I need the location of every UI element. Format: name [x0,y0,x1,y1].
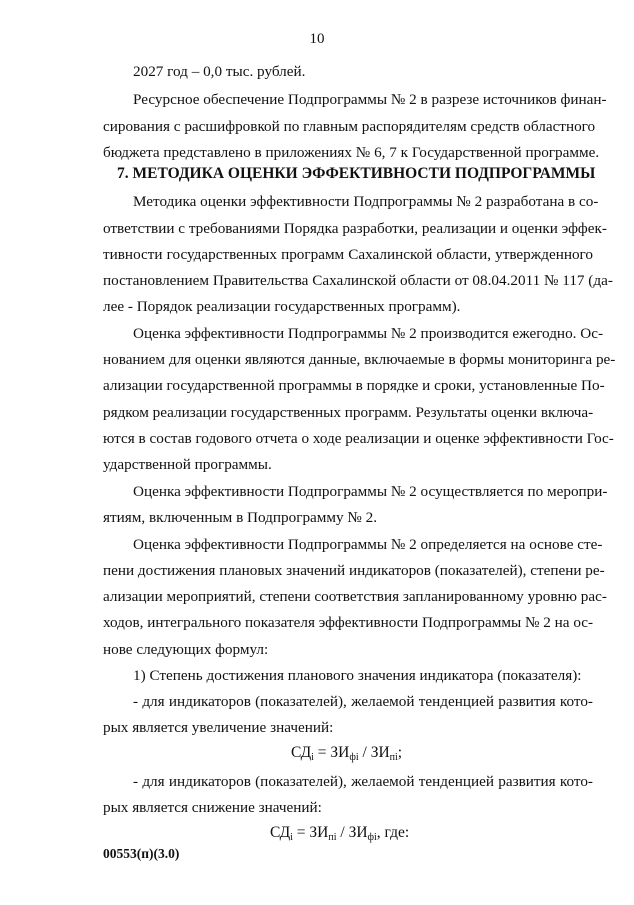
page-number: 10 [309,31,325,47]
text-line: ходов, интегрального показателя эффективности Подпрограммы № 2 на ос- [103,614,594,631]
document-code: 00553(п)(3.0) [103,846,180,861]
text-line: бюджета представлено в приложениях № 6, 7 к Государственной программе. [103,144,600,161]
text-line: рых является увеличение значений: [103,719,334,736]
text-line: нове следующих формул: [103,641,269,658]
text-line: ализации государственной программы в порядке и сроки, установленные По- [103,377,605,394]
formula-increase: $СД_i = ЗИ_{фi} / ЗИ_{пi}$; [291,744,403,763]
text-line: нованием для оценки являются данные, включаемые в формы мониторинга ре- [103,351,616,368]
text-line: рядком реализации государственных программ. Результаты оценки включа- [103,404,594,421]
text-line: ответствии с требованиями Порядка разработки, реализации и оценки эффек- [103,220,607,237]
text-line: - для индикаторов (показателей), желаемой тенденцией развития кото- [133,693,593,710]
section-heading: 7. МЕТОДИКА ОЦЕНКИ ЭФФЕКТИВНОСТИ ПОДПРОГРАММЫ [117,165,596,182]
text-line: пени достижения плановых значений индикаторов (показателей), степени ре- [103,562,605,579]
formula-decrease: $СД_i = ЗИ_{пi} / ЗИ_{фi}$, где: [270,824,410,843]
text-line: Методика оценки эффективности Подпрограммы № 2 разработана в со- [133,193,599,210]
text-line: ятиям, включенным в Подпрограмму № 2. [103,509,378,526]
list-item: 1) Степень достижения планового значения индикатора (показателя): [133,667,582,684]
text-line: Ресурсное обеспечение Подпрограммы № 2 в разрезе источников финан- [133,91,607,108]
text-line: лее - Порядок реализации государственных программ). [103,298,461,315]
text-line: рых является снижение значений: [103,799,322,816]
text-line: Оценка эффективности Подпрограммы № 2 производится ежегодно. Ос- [133,325,604,342]
text-line: - для индикаторов (показателей), желаемой тенденцией развития кото- [133,773,593,790]
text-line: Оценка эффективности Подпрограммы № 2 осуществляется по меропри- [133,483,608,500]
text-line: ализации мероприятий, степени соответствия запланированному уровню рас- [103,588,607,605]
text-line: тивности государственных программ Сахалинской области, утвержденного [103,246,593,263]
text-line: ударственной программы. [103,456,272,473]
text-line: сирования с расшифровкой по главным распорядителям средств областного [103,118,596,135]
text-line: постановлением Правительства Сахалинской области от 08.04.2011 № 117 (да- [103,272,613,289]
text-line: ются в состав годового отчета о ходе реализации и оценке эффективности Гос- [103,430,614,447]
text-line: Оценка эффективности Подпрограммы № 2 определяется на основе сте- [133,536,603,553]
text-line: 2027 год – 0,0 тыс. рублей. [133,63,306,80]
